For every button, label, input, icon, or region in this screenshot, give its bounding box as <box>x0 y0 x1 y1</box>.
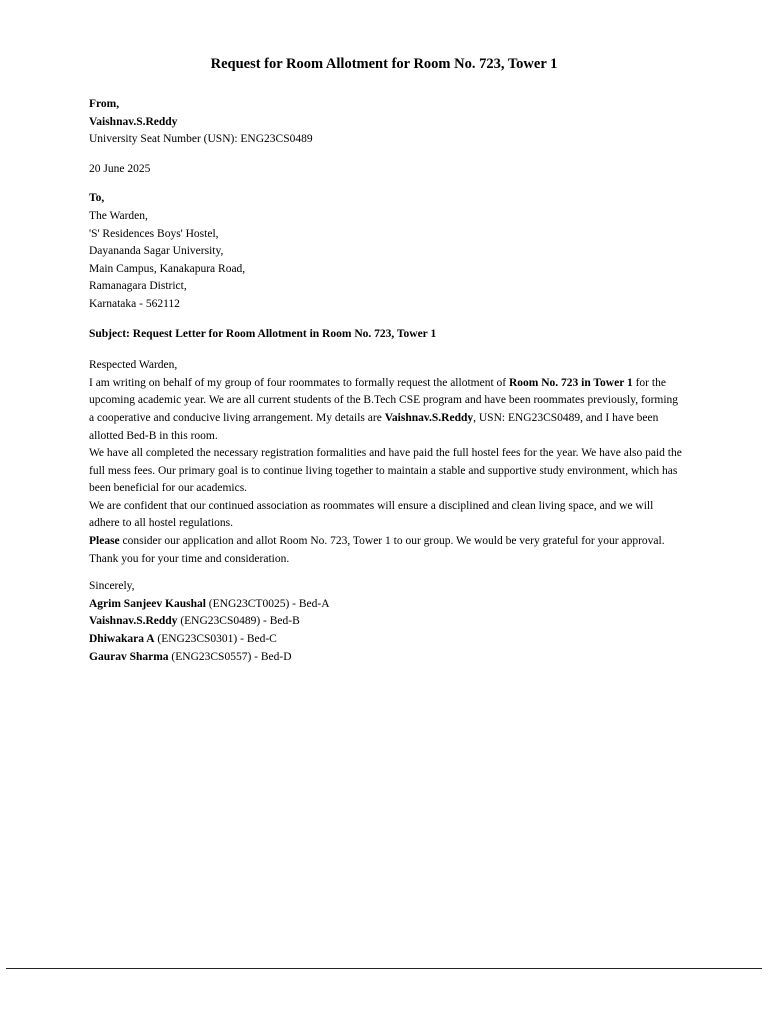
footer-divider <box>6 968 762 969</box>
paragraph-1-text-b: for the upcoming academic year. We are all current students of the B.Tech CSE program and have been roommates previously, forming a cooperative and conducive living arrangement. My details are <box>89 376 679 424</box>
sender-name-emphasis: Vaishnav.S.Reddy <box>384 411 474 424</box>
signatory-3 <box>89 631 685 649</box>
please-emphasis: Please <box>89 535 120 548</box>
signatory-name: Dhiwakara A <box>89 633 155 646</box>
sender-name: Vaishnav.S.Reddy <box>89 115 178 128</box>
room-number-emphasis: Room No. 723 in Tower 1 <box>508 376 633 389</box>
to-block <box>89 190 685 313</box>
address-line-4: Main Campus, Kanakapura Road, <box>89 262 246 275</box>
from-heading: From, <box>89 98 120 110</box>
letter-body <box>89 96 685 666</box>
salutation <box>89 357 685 375</box>
from-block <box>89 96 685 149</box>
address-line-2: 'S' Residences Boys' Hostel, <box>89 227 219 240</box>
paragraph-1-text-c: , USN: ENG23CS0489, and I have been allotted Bed-B in this room. <box>89 411 659 442</box>
sender-usn: University Seat Number (USN): ENG23CS0489 <box>89 133 313 146</box>
subject-text: Subject: Request Letter for Room Allotment in Room No. 723, Tower 1 <box>89 327 437 340</box>
letter-date <box>89 161 685 179</box>
signature-block <box>89 578 685 666</box>
signatory-2 <box>89 613 685 631</box>
address-line-6: Karnataka - 562112 <box>89 297 180 310</box>
signatory-name: Vaishnav.S.Reddy <box>89 615 178 628</box>
paragraph-4 <box>89 533 685 551</box>
paragraph-2: We have all completed the necessary registration formalities and have paid the full hostel fees for the year. We have also paid the full mess fees. Our primary goal is to continue living together to maintain a stable and supportive study environment, which has been beneficial for our academics. <box>89 447 682 495</box>
thanks-line: Thank you for your time and consideration. <box>89 552 290 565</box>
paragraph-1 <box>89 375 685 445</box>
letter-title: Request for Room Allotment for Room No. 723, Tower 1 <box>210 56 558 72</box>
salutation-text: Respected Warden, <box>89 359 178 372</box>
subject-line <box>89 326 685 344</box>
signatory-1 <box>89 596 685 614</box>
signatory-name: Gaurav Sharma <box>89 650 169 663</box>
paragraph-4-text: consider our application and allot Room No. 723, Tower 1 to our group. We would be very grateful for your approval. <box>119 535 665 548</box>
to-heading: To, <box>89 192 105 205</box>
signatory-detail: (ENG23CT0025) - Bed-A <box>205 597 330 610</box>
address-line-3: Dayananda Sagar University, <box>89 245 224 258</box>
signatory-name: Agrim Sanjeev Kaushal <box>89 597 206 610</box>
address-line-5: Ramanagara District, <box>89 280 187 293</box>
signatory-detail: (ENG23CS0489) - Bed-B <box>177 615 300 628</box>
paragraph-3: We are confident that our continued association as roommates will ensure a disciplined and clean living space, and we will adhere to all hostel regulations. <box>89 499 654 530</box>
paragraph-1-text-a: I am writing on behalf of my group of four roommates to formally request the allotment of <box>89 376 509 389</box>
closing-text: Sincerely, <box>89 580 135 593</box>
date-text: 20 June 2025 <box>89 162 151 175</box>
address-line-1: The Warden, <box>89 209 148 222</box>
signatory-4 <box>89 649 685 667</box>
signatory-detail: (ENG23CS0301) - Bed-C <box>154 633 277 646</box>
signatory-detail: (ENG23CS0557) - Bed-D <box>168 650 292 663</box>
